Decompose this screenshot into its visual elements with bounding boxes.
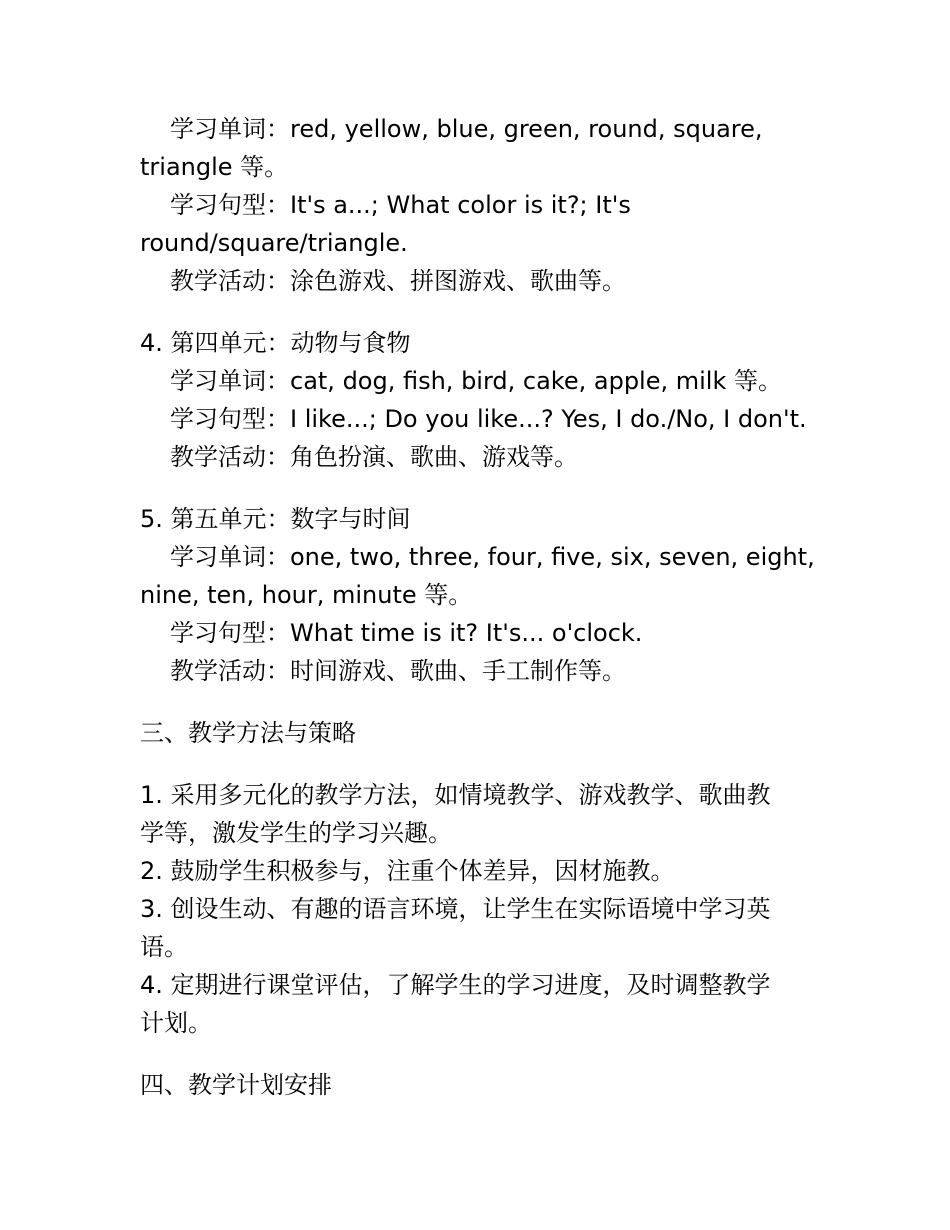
section3-item1-line2: 学等，激发学生的学习兴趣。 <box>140 819 452 847</box>
unit3-patterns-line1: 学习句型：It's a...; What color is it?; It's <box>170 191 631 219</box>
unit4-title: 4. 第四单元：动物与食物 <box>140 329 411 357</box>
unit5-activities: 教学活动：时间游戏、歌曲、手工制作等。 <box>170 657 626 685</box>
section4-heading-block <box>140 1066 820 1104</box>
unit5-section <box>140 500 820 690</box>
unit3-details <box>140 110 820 300</box>
document-page <box>140 110 820 1104</box>
unit3-activities: 教学活动：涂色游戏、拼图游戏、歌曲等。 <box>170 267 626 295</box>
unit4-activities: 教学活动：角色扮演、歌曲、游戏等。 <box>170 443 578 471</box>
section3-heading: 三、教学方法与策略 <box>140 719 356 747</box>
unit4-section <box>140 324 820 476</box>
section3-item2: 2. 鼓励学生积极参与，注重个体差异，因材施教。 <box>140 857 675 885</box>
section3-item3-line1: 3. 创设生动、有趣的语言环境，让学生在实际语境中学习英 <box>140 895 771 923</box>
unit4-words: 学习单词：cat, dog, fish, bird, cake, apple, milk 等。 <box>170 367 782 395</box>
unit5-words-line2: nine, ten, hour, minute 等。 <box>140 581 473 609</box>
unit5-patterns: 学习句型：What time is it? It's... o'clock. <box>170 619 643 647</box>
unit3-words-line2: triangle 等。 <box>140 153 289 181</box>
unit5-title: 5. 第五单元：数字与时间 <box>140 505 411 533</box>
unit4-patterns: 学习句型：I like...; Do you like...? Yes, I do./No, I don't. <box>170 405 807 433</box>
section3-item3-line2: 语。 <box>140 933 188 961</box>
section3-item1-line1: 1. 采用多元化的教学方法，如情境教学、游戏教学、歌曲教 <box>140 781 771 809</box>
section3-list <box>140 776 820 1042</box>
unit5-words-line1: 学习单词：one, two, three, four, five, six, seven, eight, <box>170 543 815 571</box>
unit3-words-line1: 学习单词：red, yellow, blue, green, round, square, <box>170 115 763 143</box>
section3-heading-block <box>140 714 820 752</box>
unit3-patterns-line2: round/square/triangle. <box>140 229 408 257</box>
section3-item4-line1: 4. 定期进行课堂评估，了解学生的学习进度，及时调整教学 <box>140 971 771 999</box>
section3-item4-line2: 计划。 <box>140 1009 212 1037</box>
section4-heading: 四、教学计划安排 <box>140 1071 332 1099</box>
